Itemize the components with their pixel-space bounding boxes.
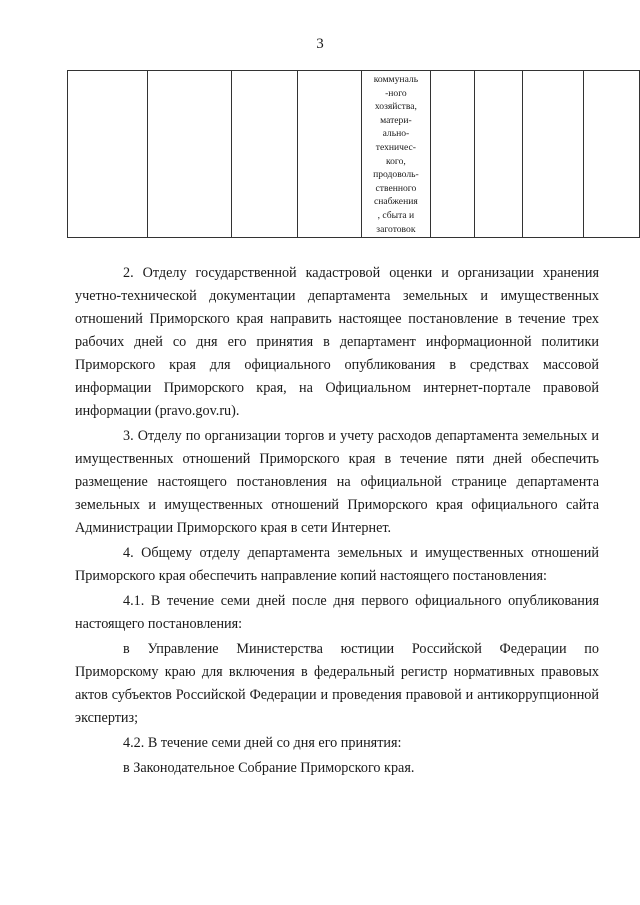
paragraph-3: 3. Отделу по организации торгов и учету расходов департамента земельных и имущественных отношений Приморского края в течение пяти дней обеспечить размещение настоящего постановления на официальной странице департамента земельных и имущественных отношений Приморского края официального сайта Администрации Приморского края в сети Интернет. xyxy=(75,428,599,536)
cell-line: кого, xyxy=(385,155,406,167)
table-cell xyxy=(68,71,148,238)
table-cell xyxy=(583,71,639,238)
paragraph-4: 4. Общему отделу департамента земельных и имущественных отношений Приморского края обеспечить направление копий настоящего постановления: xyxy=(75,545,599,584)
cell-line: , сбыта и xyxy=(377,209,415,221)
cell-line: продоволь- xyxy=(373,169,419,181)
cell-line: ально- xyxy=(382,128,410,140)
table-cell-text xyxy=(362,71,431,238)
table-fragment xyxy=(67,70,640,238)
table-cell xyxy=(147,71,231,238)
paragraph-4-1-recipient: в Управление Министерства юстиции Российской Федерации по Приморскому краю для включения в федеральный регистр нормативных правовых актов субъектов Российской Федерации и проведения правовой и антикоррупционной экспертиз; xyxy=(75,641,599,726)
table-cell xyxy=(475,71,523,238)
cell-line: ственного xyxy=(375,182,417,194)
cell-line: коммуналь xyxy=(373,74,419,85)
page-number: 3 xyxy=(316,36,324,52)
paragraph-2: 2. Отделу государственной кадастровой оценки и организации хранения учетно-технической документации департамента земельных и имущественных отношений Приморского края направить настоящее постановление в течение трех рабочих дней со дня его принятия в департамент информационной политики Приморского края для официального опубликования в средствах массовой информации Приморского края, на Официальном интернет-портале правовой информации (pravo.gov.ru). xyxy=(75,265,599,419)
table-cell xyxy=(523,71,583,238)
cell-line: -ного xyxy=(385,87,407,99)
paragraph-4-2-recipient: в Законодательное Собрание Приморского края. xyxy=(123,760,415,776)
paragraph-4-2: 4.2. В течение семи дней со дня его принятия: xyxy=(123,735,402,751)
cell-text xyxy=(362,71,430,236)
table-cell xyxy=(430,71,474,238)
table-cell xyxy=(231,71,297,238)
cell-line: снабжения xyxy=(374,196,418,208)
table-row xyxy=(68,71,640,238)
table-cell xyxy=(297,71,361,238)
cell-line: матери- xyxy=(380,114,412,126)
document-body xyxy=(75,262,599,780)
cell-line: хозяйства, xyxy=(374,101,417,113)
cell-line: техничес- xyxy=(375,141,416,153)
cell-line: заготовок xyxy=(376,223,416,235)
paragraph-4-1: 4.1. В течение семи дней после дня первого официального опубликования настоящего постановления: xyxy=(75,593,599,632)
